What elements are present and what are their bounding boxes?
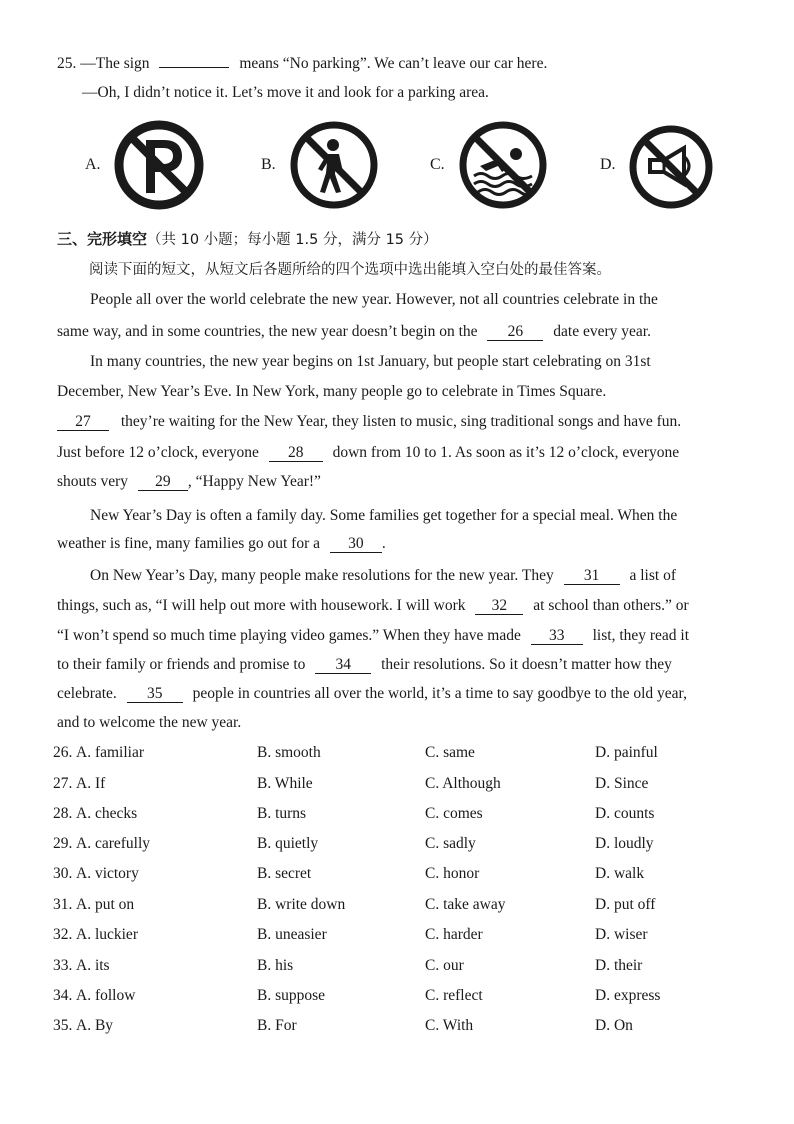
option-c[interactable]: C. sadly: [425, 835, 476, 852]
passage-text: things, such as, “I will help out more with housework. I will work: [57, 597, 466, 614]
passage-p2-line-1: In many countries, the new year begins on 1st January, but people start celebrating on 31st: [90, 353, 651, 370]
option-a[interactable]: A. If: [76, 775, 106, 792]
option-a[interactable]: A. victory: [76, 865, 139, 882]
no-parking-sign-icon[interactable]: [112, 118, 206, 212]
passage-p4-line-2: [57, 596, 689, 616]
passage-text: down from 10 to 1. As soon as it’s 12 o’clock, everyone: [332, 444, 680, 461]
option-d[interactable]: D. express: [595, 987, 661, 1004]
option-c[interactable]: C. Although: [425, 775, 501, 792]
section-3-note: （共 10 小题；每小题 1.5 分，满分 15 分）: [147, 232, 438, 248]
passage-text: “I won’t spend so much time playing video games.” When they have made: [57, 627, 521, 644]
passage-text: people in countries all over the world, it’s a time to say goodbye to the old year,: [192, 685, 687, 702]
option-c[interactable]: C. take away: [425, 896, 506, 913]
passage-p1-line-2: [57, 322, 651, 342]
blank-29[interactable]: 29: [138, 474, 188, 491]
question-number: 32.: [53, 926, 73, 943]
option-d[interactable]: D. walk: [595, 865, 645, 882]
blank-28[interactable]: 28: [269, 445, 323, 462]
passage-text: , “Happy New Year!”: [187, 473, 321, 490]
passage-p4-line-6: and to welcome the new year.: [57, 714, 242, 731]
option-c[interactable]: C. reflect: [425, 987, 483, 1004]
question-number: 28.: [53, 805, 73, 822]
passage-text: weather is fine, many families go out for a: [57, 535, 320, 552]
passage-p4-line-4: [57, 655, 672, 675]
q25-line-1: [57, 51, 547, 74]
passage-p2-line-3: [57, 412, 681, 432]
q25-option-b-label: B.: [261, 156, 276, 173]
passage-p4-line-3: [57, 626, 689, 646]
option-a[interactable]: A. checks: [76, 805, 138, 822]
question-number: 30.: [53, 865, 73, 882]
blank-35[interactable]: 35: [127, 686, 183, 703]
option-c[interactable]: C. honor: [425, 865, 480, 882]
no-horn-sign-icon[interactable]: [626, 122, 716, 212]
blank-31[interactable]: 31: [564, 568, 620, 585]
option-a[interactable]: A. follow: [76, 987, 136, 1004]
question-30: [0, 865, 794, 887]
option-a[interactable]: A. By: [76, 1017, 114, 1034]
option-d[interactable]: D. loudly: [595, 835, 654, 852]
no-swimming-sign-icon[interactable]: [456, 118, 550, 212]
option-d[interactable]: D. painful: [595, 744, 658, 761]
option-b[interactable]: B. write down: [257, 896, 346, 913]
option-d[interactable]: D. their: [595, 957, 643, 974]
passage-text: at school than others.” or: [533, 597, 689, 614]
question-number: 29.: [53, 835, 73, 852]
q25-option-d-label: D.: [600, 156, 616, 173]
passage-p3-line-1: New Year’s Day is often a family day. Some families get together for a special meal. When the: [90, 507, 678, 524]
q25-option-c-label: C.: [430, 156, 445, 173]
blank-30[interactable]: 30: [330, 536, 382, 553]
question-35: [0, 1017, 794, 1039]
section-3-header: [57, 229, 438, 250]
q25-prefix: 25. —The sign: [57, 55, 150, 72]
question-29: [0, 835, 794, 857]
passage-p4-line-5: [57, 684, 687, 704]
option-d[interactable]: D. counts: [595, 805, 655, 822]
option-b[interactable]: B. smooth: [257, 744, 321, 761]
blank-27[interactable]: 27: [57, 414, 109, 431]
passage-text: celebrate.: [57, 685, 117, 702]
question-number: 26.: [53, 744, 73, 761]
option-b[interactable]: B. While: [257, 775, 313, 792]
option-a[interactable]: A. familiar: [76, 744, 145, 761]
option-b[interactable]: B. suppose: [257, 987, 326, 1004]
question-number: 33.: [53, 957, 73, 974]
question-34: [0, 987, 794, 1009]
passage-text: shouts very: [57, 473, 129, 490]
passage-text: .: [381, 535, 386, 552]
q25-option-a-label: A.: [85, 156, 101, 173]
option-b[interactable]: B. For: [257, 1017, 297, 1034]
question-33: [0, 957, 794, 979]
option-a[interactable]: A. carefully: [76, 835, 151, 852]
section-3-instruction: 阅读下面的短文，从短文后各题所给的四个选项中选出能填入空白处的最佳答案。: [89, 262, 611, 278]
passage-text: same way, and in some countries, the new year doesn’t begin on the: [57, 323, 478, 340]
question-number: 31.: [53, 896, 73, 913]
passage-text: list, they read it: [592, 627, 690, 644]
question-number: 35.: [53, 1017, 73, 1034]
passage-p1-line-1: People all over the world celebrate the new year. However, not all countries celebrate in the: [90, 291, 658, 308]
option-b[interactable]: B. quietly: [257, 835, 319, 852]
passage-p4-line-1: [90, 566, 676, 586]
option-d[interactable]: D. On: [595, 1017, 633, 1034]
option-a[interactable]: A. its: [76, 957, 110, 974]
option-c[interactable]: C. harder: [425, 926, 483, 943]
option-b[interactable]: B. secret: [257, 865, 312, 882]
passage-text: their resolutions. So it doesn’t matter how they: [381, 656, 672, 673]
blank-33[interactable]: 33: [531, 628, 583, 645]
passage-text: Just before 12 o’clock, everyone: [57, 444, 259, 461]
option-d[interactable]: D. wiser: [595, 926, 648, 943]
passage-text: a list of: [629, 567, 676, 584]
question-number: 27.: [53, 775, 73, 792]
section-3-title: 三、完形填空: [57, 230, 148, 248]
option-c[interactable]: C. With: [425, 1017, 474, 1034]
passage-text: they’re waiting for the New Year, they listen to music, sing traditional songs and have fun.: [120, 413, 682, 430]
option-d[interactable]: D. put off: [595, 896, 656, 913]
passage-p2-line-4: [57, 443, 679, 463]
passage-text: On New Year’s Day, many people make resolutions for the new year. They: [90, 567, 554, 584]
option-b[interactable]: B. turns: [257, 805, 307, 822]
no-walking-sign-icon[interactable]: [287, 118, 381, 212]
passage-p2-line-2: December, New Year’s Eve. In New York, many people go to celebrate in Times Square.: [57, 383, 607, 400]
option-c[interactable]: C. our: [425, 957, 464, 974]
blank-26[interactable]: 26: [487, 324, 543, 341]
option-b[interactable]: B. uneasier: [257, 926, 327, 943]
option-c[interactable]: C. comes: [425, 805, 483, 822]
blank-32[interactable]: 32: [475, 598, 523, 615]
question-31: [0, 896, 794, 918]
option-b[interactable]: B. his: [257, 957, 294, 974]
option-d[interactable]: D. Since: [595, 775, 649, 792]
option-a[interactable]: A. luckier: [76, 926, 138, 943]
passage-text: date every year.: [553, 323, 651, 340]
q25-line-2: —Oh, I didn’t notice it. Let’s move it and look for a parking area.: [82, 84, 489, 101]
q25-suffix: means “No parking”. We can’t leave our car here.: [239, 55, 548, 72]
question-27: [0, 775, 794, 797]
passage-p2-line-5: [57, 472, 321, 492]
passage-p3-line-2: [57, 534, 386, 554]
blank-34[interactable]: 34: [315, 657, 371, 674]
passage-text: to their family or friends and promise to: [57, 656, 306, 673]
q25-blank[interactable]: [159, 51, 229, 68]
question-28: [0, 805, 794, 827]
option-a[interactable]: A. put on: [76, 896, 135, 913]
question-26: [0, 744, 794, 766]
question-number: 34.: [53, 987, 73, 1004]
question-32: [0, 926, 794, 948]
option-c[interactable]: C. same: [425, 744, 475, 761]
